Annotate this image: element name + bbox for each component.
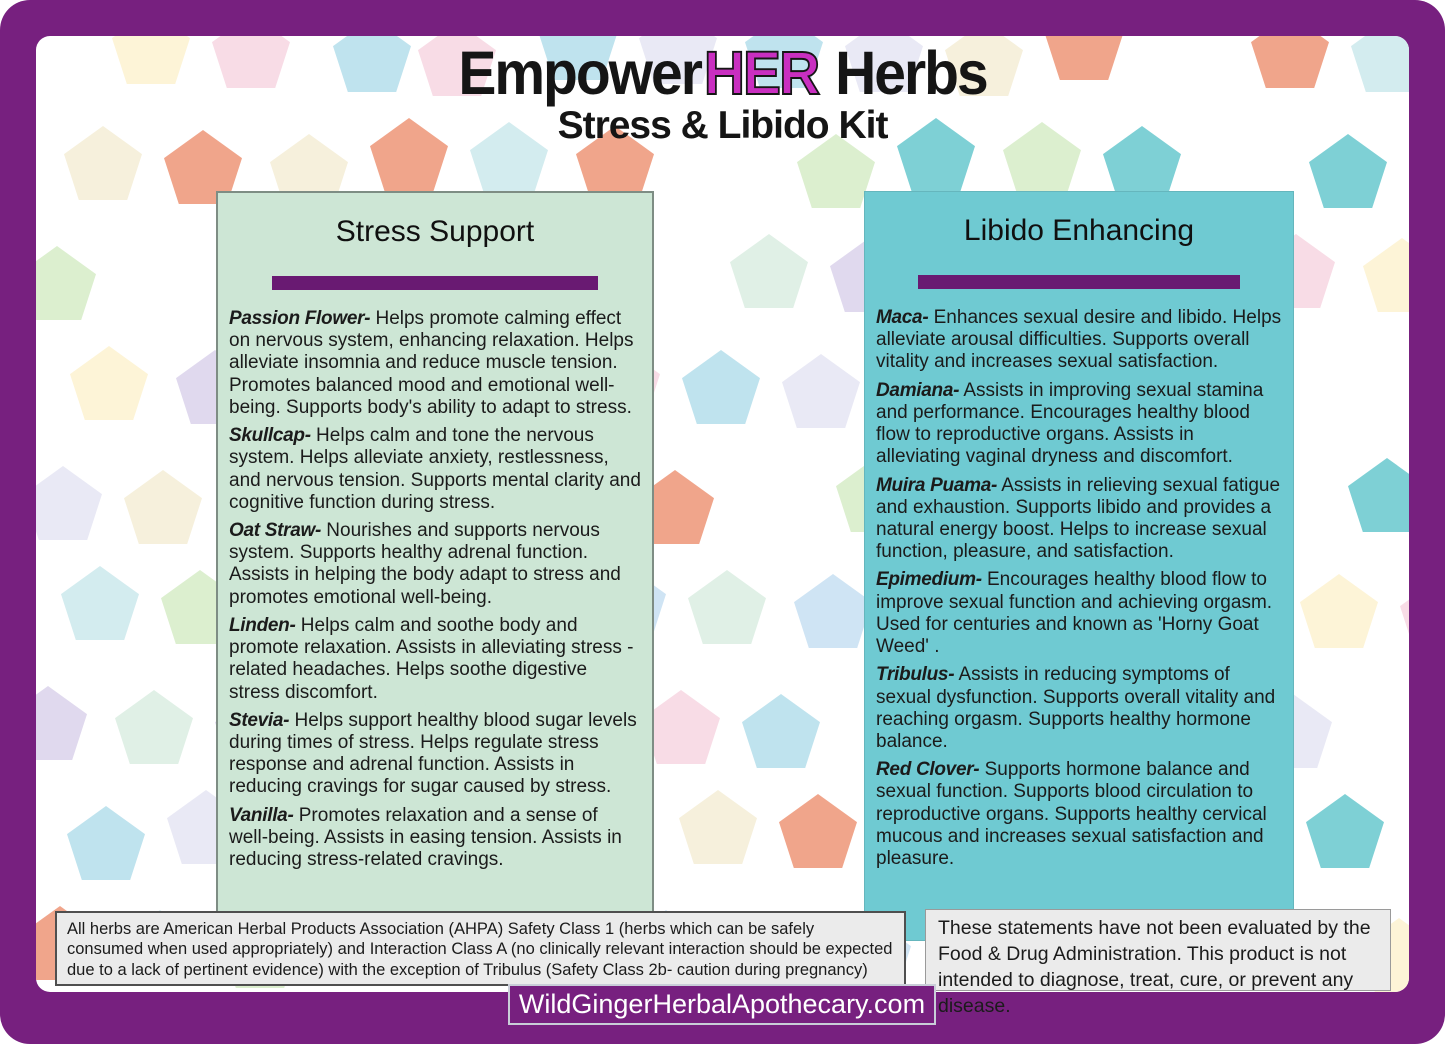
website-banner: WildGingerHerbalApothecary.com bbox=[508, 984, 936, 1025]
stress-divider-bar bbox=[272, 276, 598, 290]
pentagon-confetti bbox=[1400, 578, 1409, 652]
brand-title-herbs: Herbs bbox=[821, 38, 987, 108]
herb-name: Vanilla- bbox=[229, 804, 294, 826]
herb-name: Epimedium- bbox=[876, 569, 982, 591]
brand-title-her: HER bbox=[703, 38, 819, 108]
herb-entry: Skullcap- Helps calm and tone the nervous system. Helps alleviate anxiety, restlessness, and nervous tension. Supports mental clarity and cognitive function during stress. bbox=[229, 425, 641, 513]
herb-name: Tribulus- bbox=[876, 664, 955, 686]
herb-entry: Vanilla- Promotes relaxation and a sense of well-being. Assists in easing tension. Assists in reducing stress-related cravings. bbox=[229, 804, 622, 871]
herb-name: Stevia- bbox=[229, 709, 290, 731]
libido-panel-heading: Libido Enhancing bbox=[963, 214, 1195, 247]
libido-divider-bar bbox=[918, 275, 1240, 289]
herb-entry: Passion Flower- Helps promote calming effect on nervous system, enhancing relaxation. Helps alleviate insomnia and reduce muscle tension. Promotes balanced mood and emotional well-being. Supports body's ability to adapt to stress. bbox=[229, 308, 634, 418]
herb-name: Linden- bbox=[229, 614, 296, 636]
flyer-canvas bbox=[36, 36, 1409, 992]
pentagon-confetti bbox=[36, 466, 102, 540]
stress-support-panel bbox=[216, 191, 654, 941]
pentagon-confetti bbox=[124, 470, 202, 544]
stress-panel-heading: Stress Support bbox=[335, 215, 535, 248]
pentagon-confetti bbox=[688, 570, 766, 644]
pentagon-confetti bbox=[70, 346, 148, 420]
herb-name: Oat Straw- bbox=[229, 519, 322, 541]
stress-entries bbox=[229, 308, 641, 871]
herb-entry: Maca- Enhances sexual desire and libido. Helps alleviate arousal difficulties. Supports overall vitality and increases sexual satisfaction. bbox=[876, 307, 1282, 373]
herb-entry: Tribulus- Assists in reducing symptoms of sexual dysfunction. Supports overall vitality and reaching orgasm. Supports healthy hormone balance. bbox=[876, 664, 1276, 752]
libido-enhancing-panel bbox=[864, 191, 1294, 941]
title-block bbox=[36, 38, 1409, 148]
herb-entry: Epimedium- Encourages healthy blood flow to improve sexual function and achieving orgasm. Used for centuries and known as 'Horny Goat Weed' . bbox=[876, 569, 1273, 658]
fda-disclaimer: These statements have not been evaluated by the Food & Drug Administration. This product is not intended to diagnose, treat, cure, or prevent any disease. bbox=[925, 909, 1391, 991]
herb-entry: Red Clover- Supports hormone balance and sexual function. Supports blood circulation to reproductive organs. Supports healthy cervical mucous and increases sexual satisfaction and pleasure. bbox=[876, 759, 1267, 870]
herb-name: Red Clover- bbox=[876, 759, 980, 781]
herb-entry: Linden- Helps calm and soothe body and promote relaxation. Assists in alleviating stress -related headaches. Helps soothe digestive stress discomfort. bbox=[229, 614, 634, 703]
herb-name: Skullcap- bbox=[229, 425, 311, 447]
kit-subtitle: Stress & Libido Kit bbox=[557, 104, 888, 148]
brand-title bbox=[36, 38, 1409, 108]
pentagon-confetti bbox=[679, 790, 757, 864]
pentagon-confetti bbox=[794, 574, 872, 648]
pentagon-confetti bbox=[782, 354, 860, 428]
pentagon-confetti bbox=[1300, 574, 1378, 648]
pentagon-confetti bbox=[1363, 238, 1409, 312]
herb-entry: Stevia- Helps support healthy blood sugar levels during times of stress. Helps regulate stress response and adrenal function. Assists in reducing cravings for sugar caused by stress. bbox=[229, 709, 637, 798]
herb-name: Maca- bbox=[876, 307, 929, 328]
libido-entries bbox=[876, 307, 1282, 870]
pentagon-confetti bbox=[115, 690, 193, 764]
herb-name: Damiana- bbox=[876, 379, 960, 401]
pentagon-confetti bbox=[67, 806, 145, 880]
herb-entry: Damiana- Assists in improving sexual stamina and performance. Encourages healthy blood flow to reproductive organs. Assists in alleviating vaginal dryness and discomfort. bbox=[876, 379, 1264, 468]
pentagon-confetti bbox=[36, 246, 96, 320]
pentagon-confetti bbox=[1306, 794, 1384, 868]
pentagon-confetti bbox=[779, 794, 857, 868]
herb-entry: Oat Straw- Nourishes and supports nervous system. Supports healthy adrenal function. Assists in helping the body adapt to stress and promotes emotional well-being. bbox=[229, 519, 621, 608]
pentagon-confetti bbox=[1348, 458, 1409, 532]
pentagon-confetti bbox=[742, 694, 820, 768]
pentagon-confetti bbox=[682, 350, 760, 424]
safety-class-footnote: All herbs are American Herbal Products Association (AHPA) Safety Class 1 (herbs which can be safely consumed when used appropriately) and Interaction Class A (no clinically relevant interaction should be expected due to a lack of pertinent evidence) with the exception of Tribulus (Safety Class 2b- caution during pregnancy) bbox=[55, 911, 906, 986]
herb-name: Passion Flower- bbox=[229, 308, 371, 329]
herb-entry: Muira Puama- Assists in relieving sexual fatigue and exhaustion. Supports libido and provides a natural energy boost. Helps to increase sexual function, pleasure, and satisfaction. bbox=[876, 474, 1281, 563]
herb-name: Muira Puama- bbox=[876, 474, 997, 496]
pentagon-confetti bbox=[36, 686, 87, 760]
brand-title-empower: Empower bbox=[458, 38, 701, 108]
pentagon-confetti bbox=[61, 566, 139, 640]
pentagon-confetti bbox=[730, 234, 808, 308]
